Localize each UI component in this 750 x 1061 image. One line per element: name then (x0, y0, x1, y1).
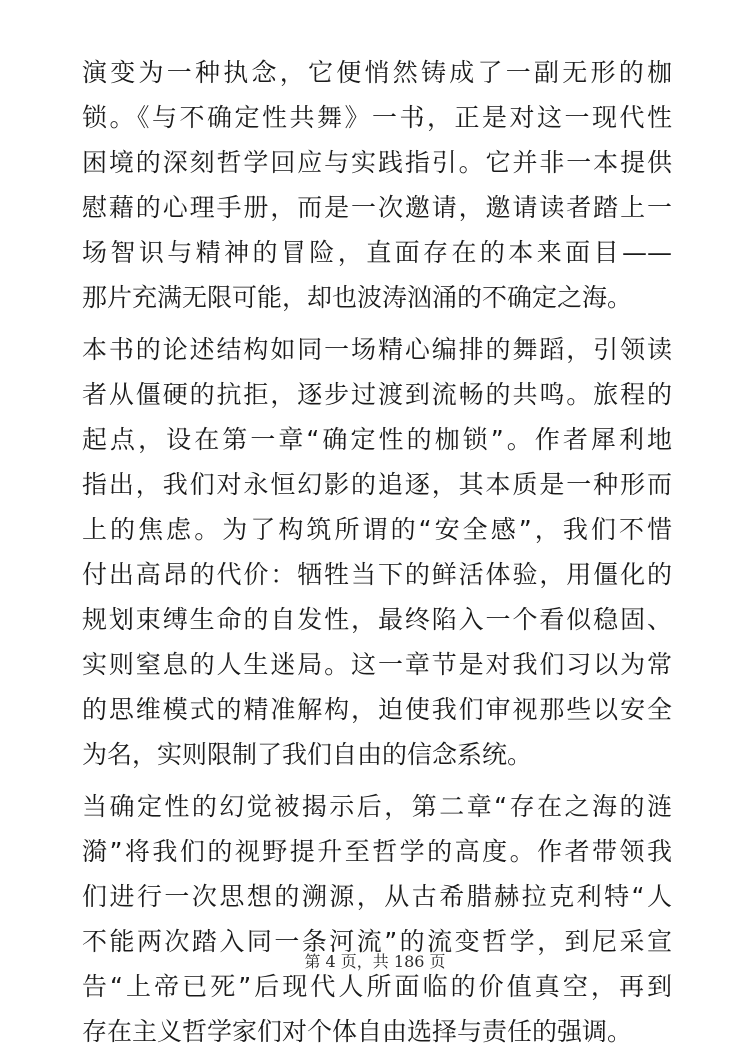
text-line: 慰藉的心理手册，而是一次邀请，邀请读者踏上一 (82, 193, 672, 222)
text-line: 实则窒息的人生迷局。这一章节是对我们习以为常 (82, 650, 672, 679)
text-line: 存在主义哲学家们对个体自由选择与责任的强调。 (82, 1017, 633, 1046)
text-line: 为名，实则限制了我们自由的信念系统。 (82, 740, 533, 769)
text-line: 们进行一次思想的溯源，从古希腊赫拉克利特“人 (82, 882, 672, 911)
text-line: 场智识与精神的冒险，直面存在的本来面目—— (82, 238, 672, 267)
text-line: 告“上帝已死”后现代人所面临的价值真空，再到 (82, 972, 672, 1001)
text-line: 那片充满无限可能，却也波涛汹涌的不确定之海。 (82, 283, 633, 312)
text-line: 规划束缚生命的自发性，最终陷入一个看似稳固、 (82, 605, 672, 634)
text-line: 漪”将我们的视野提升至哲学的高度。作者带领我 (82, 837, 672, 866)
paragraph-3 (82, 784, 672, 1054)
paragraph-1 (82, 50, 672, 320)
page-number: 第 4 页，共 186 页 (304, 952, 446, 971)
text-line: 者从僵硬的抗拒，逐步过渡到流畅的共鸣。旅程的 (82, 380, 672, 409)
text-line: 当确定性的幻觉被揭示后，第二章“存在之海的涟 (82, 792, 672, 821)
text-line: 锁。《与不确定性共舞》一书，正是对这一现代性 (82, 103, 672, 132)
text-line: 不能两次踏入同一条河流”的流变哲学，到尼采宣 (82, 927, 672, 956)
text-line: 演变为一种执念，它便悄然铸成了一副无形的枷 (82, 58, 672, 87)
text-line: 起点，设在第一章“确定性的枷锁”。作者犀利地 (82, 425, 672, 454)
text-line: 指出，我们对永恒幻影的追逐，其本质是一种形而 (82, 470, 672, 499)
text-line: 付出高昂的代价：牺牲当下的鲜活体验，用僵化的 (82, 560, 672, 589)
text-line: 困境的深刻哲学回应与实践指引。它并非一本提供 (82, 148, 672, 177)
body-text (82, 50, 672, 1061)
paragraph-2 (82, 327, 672, 777)
text-line: 的思维模式的精准解构，迫使我们审视那些以安全 (82, 695, 672, 724)
text-line: 本书的论述结构如同一场精心编排的舞蹈，引领读 (82, 335, 672, 364)
text-line: 上的焦虑。为了构筑所谓的“安全感”，我们不惜 (82, 515, 672, 544)
